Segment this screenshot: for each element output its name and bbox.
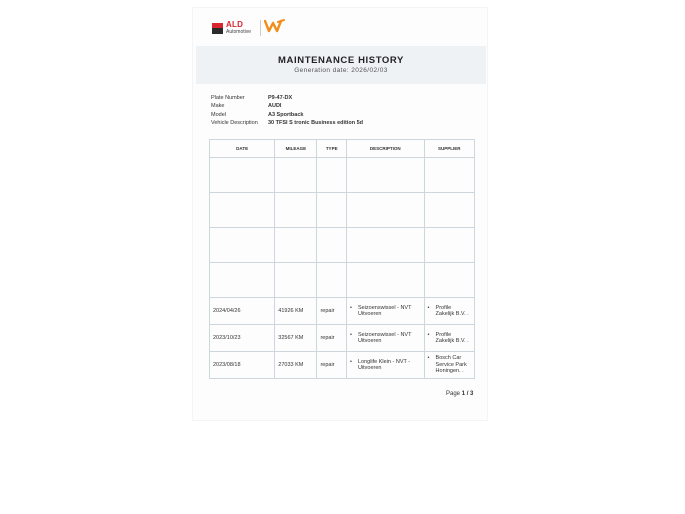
row-date: 2024/04/26 (210, 298, 275, 325)
supplier-text: Bosch Car Service Park Honingen. . (435, 355, 467, 375)
page-total: 3 (470, 391, 474, 397)
column-header-supplier: SUPPLIER (424, 140, 474, 158)
table-row (210, 298, 475, 325)
row-type: repair (317, 298, 347, 325)
row-description (346, 325, 424, 352)
column-header-type: TYPE (317, 140, 347, 158)
title-band (196, 46, 486, 84)
ald-logo-mark (212, 23, 223, 34)
column-header-date: DATE (210, 140, 275, 158)
page-label: Page (446, 391, 461, 397)
bullet-icon: • (427, 355, 430, 362)
row-description (346, 298, 424, 325)
page-current: 1 (461, 391, 466, 397)
make-value: AUDI (268, 103, 282, 109)
model-label: Model (211, 112, 226, 118)
model-value: A3 Sportback (268, 112, 304, 118)
bullet-icon: • (349, 331, 352, 338)
bullet-icon: • (427, 304, 430, 311)
table-row (210, 325, 475, 352)
bullet-icon: • (427, 331, 430, 338)
row-supplier (424, 352, 474, 379)
plate-number-label: Plate Number (211, 95, 245, 101)
bullet-icon: • (349, 304, 352, 311)
row-type: repair (317, 325, 347, 352)
row-date: 2023/10/23 (210, 325, 275, 352)
maintenance-table (209, 139, 475, 379)
ald-logo-name: ALD (226, 20, 244, 29)
generation-date: Generation date: 2026/02/03 (294, 67, 388, 74)
row-mileage: 27033 KM (275, 352, 317, 379)
row-mileage: 41926 KM (275, 298, 317, 325)
ald-logo-subtitle: Automotive (226, 29, 252, 35)
empty-row (210, 228, 475, 263)
empty-row (210, 158, 475, 193)
description-text: Longlife Klein - NVT - Uitvoeren (357, 358, 411, 371)
supplier-text: Profile Zakelijk B.V. . (435, 331, 469, 344)
plate-number-value: P9-47-DX (268, 95, 293, 101)
description-text: Seizoenswissel - NVT Uitvoeren (357, 304, 412, 317)
column-header-description: DESCRIPTION (346, 140, 424, 158)
document-title: MAINTENANCE HISTORY (278, 55, 404, 66)
row-supplier (424, 298, 474, 325)
page-indicator (446, 391, 473, 397)
row-type: repair (317, 352, 347, 379)
row-date: 2023/08/18 (210, 352, 275, 379)
make-label: Make (211, 103, 225, 109)
table-row (210, 352, 475, 379)
vehicle-description-value: 30 TFSI S tronic Business edition 5d (268, 120, 364, 126)
logo-divider (260, 20, 261, 36)
table-header-row (210, 140, 475, 158)
row-supplier (424, 325, 474, 352)
bullet-icon: • (349, 358, 352, 365)
leaseplan-logo-icon (264, 18, 286, 34)
description-text: Seizoenswissel - NVT Uitvoeren (357, 331, 412, 344)
vehicle-description-label: Vehicle Description (211, 120, 258, 126)
column-header-mileage: MILEAGE (275, 140, 317, 158)
empty-row (210, 263, 475, 298)
supplier-text: Profile Zakelijk B.V. . (435, 304, 469, 317)
row-mileage: 32567 KM (275, 325, 317, 352)
page-separator: / (466, 391, 469, 397)
row-description (346, 352, 424, 379)
empty-row (210, 193, 475, 228)
